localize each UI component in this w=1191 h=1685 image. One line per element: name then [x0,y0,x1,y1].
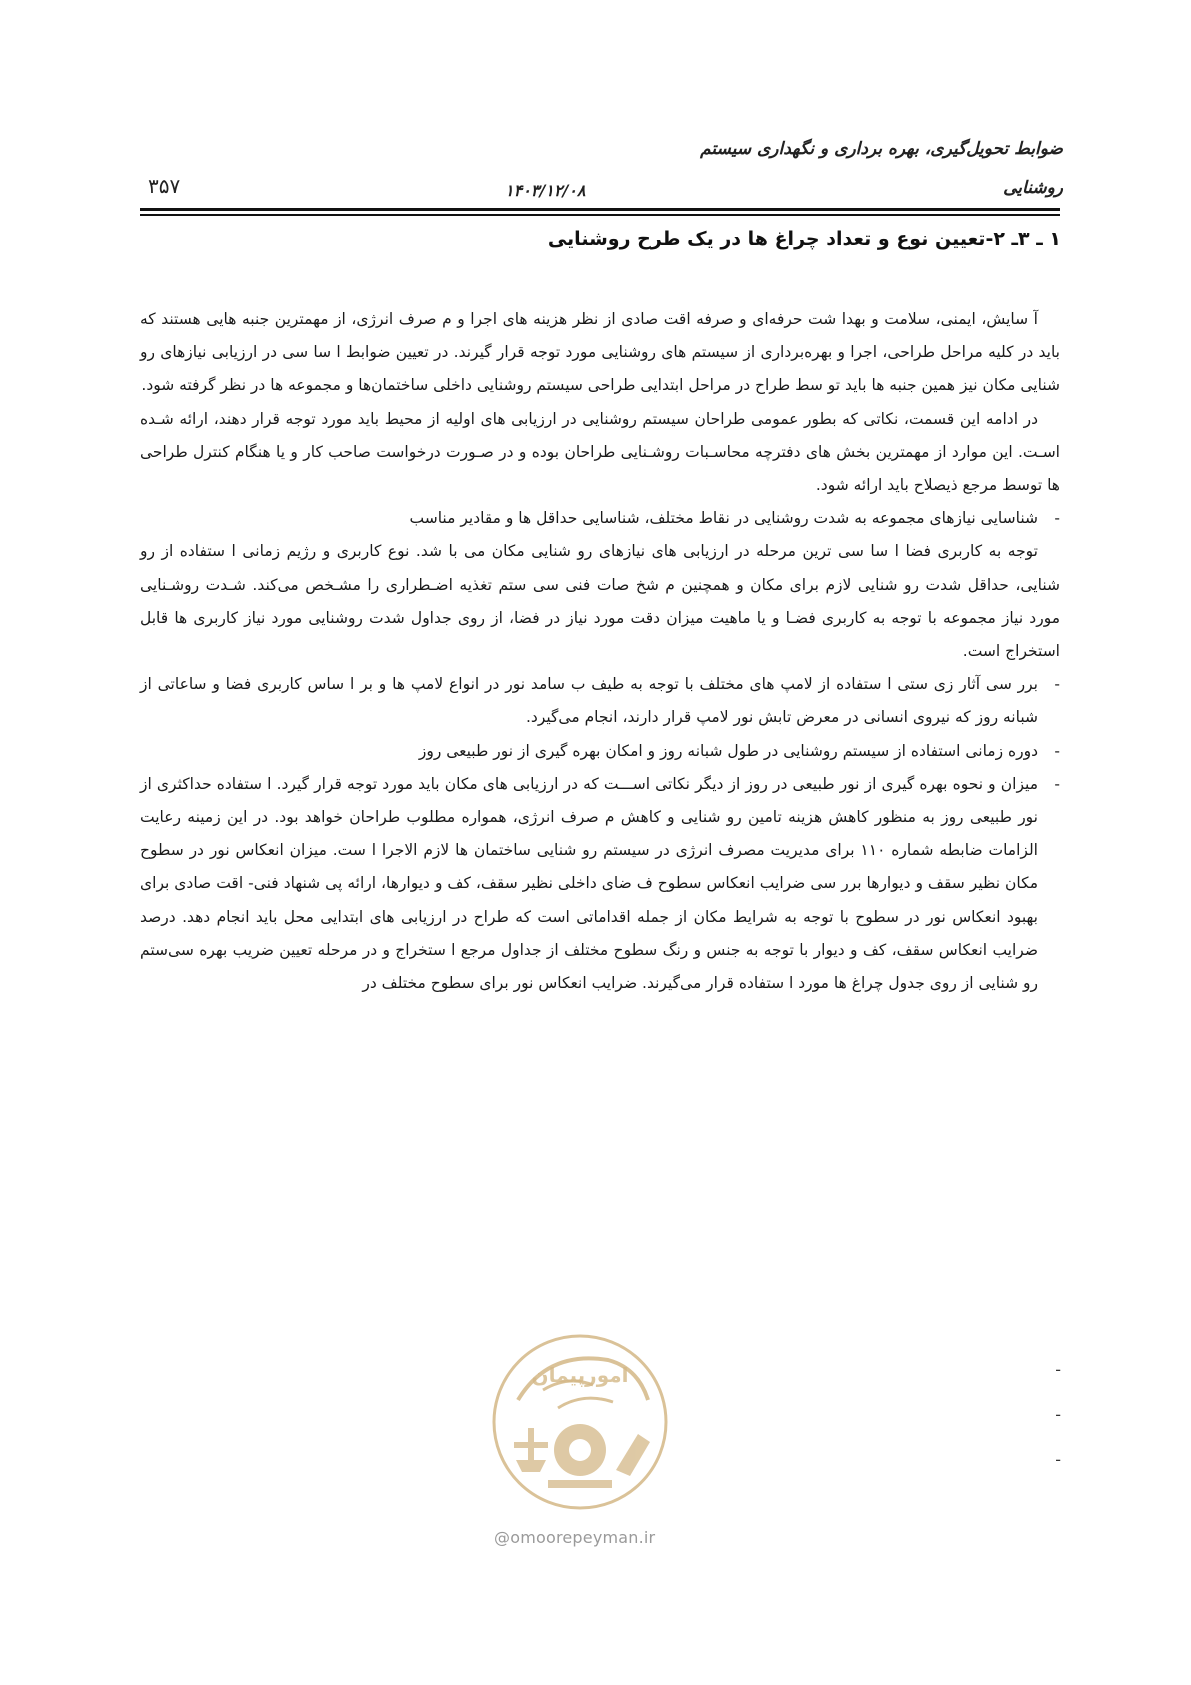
header-title-line1: ضوابط تحویل‌گیری، بهره برداری و نگهداری سیستم [700,139,1063,159]
bullet-text: برر سی آثار زی ستی ا ستفاده از لامپ های مختلف با توجه به طیف ب سامد نور در انواع لامپ ها و بر ا ساس کاربری فضا و ساعاتی از شبانه روز که نیروی انسانی در معرض تابش نور لامپ قرار دارند، انجام می‌گیرد. [140,675,1038,727]
empty-bullet-dash: - [1055,1405,1061,1424]
bullet-dash: - [1054,509,1060,528]
bullet-text: شناسایی نیازهای مجموعه به شدت روشنایی در نقاط مختلف، شناسایی حداقل ها و مقادیر مناسب [409,509,1038,528]
empty-bullet-dash: - [1055,1360,1061,1379]
list-item [140,768,1060,1000]
page-number: ۳۵۷ [148,174,181,198]
list-item [140,502,1060,535]
paragraph-usage-detail: توجه به کاربری فضا ا سا سی ترین مرحله در ارزیابی های نیازهای رو شنایی مکان می با شد. نوع کاربری و رژیم زمانی ا ستفاده از رو شنایی، حداقل شدت رو شنایی لازم برای مکان و همچنین م شخ صات فنی سی ستم تغذیه اضـطراری را مشـخص می‌کند. شـدت روشـنایی مورد نیاز مجموعه با توجه به کاربری فضـا و یا ماهیت میزان دقت مورد نیاز در فضا، از روی جداول شدت روشنایی مورد نیاز کاربری ها قابل استخراج است. [140,542,1060,661]
empty-bullet-dash: - [1055,1450,1061,1469]
list-item [140,668,1060,734]
header-title-line2: روشنایی [1003,178,1063,198]
paragraph-intro: آ سایش، ایمنی، سلامت و بهدا شت حرفه‌ای و صرفه اقت صادی از نظر هزینه های اجرا و م صرف انرژی، از مهمترین جنبه هایی هستند که باید در کلیه مراحل طراحی، اجرا و بهره‌برداری از سیستم های روشنایی مورد توجه قرار گیرند. در تعیین ضوابط ا سا سی در ارزیابی نیازهای رو شنایی مکان نیز همین جنبه ها باید تو سط طراح در مراحل ابتدایی طراحی سیستم روشنایی داخلی ساختمان‌ها و مجموعه ها در نظر گرفته شود. [140,310,1060,395]
bullet-dash: - [1054,774,1060,793]
watermark-url: @omoorepeyman.ir [494,1528,656,1547]
header-rule-thick [140,208,1060,211]
bullet-dash: - [1054,675,1060,694]
paragraph-overview: در ادامه این قسمت، نکاتی که بطور عمومی طراحان سیستم روشنایی در ارزیابی های اولیه از محیط باید مورد توجه قرار دهند، ارائه شـده اسـت. این موارد از مهمترین بخش های دفترچه محاسـبات روشـنایی طراحان بوده و در صـورت درخواست صاحب کار و یا هنگام کنترل طراحی ها توسط مرجع ذیصلاح باید ارائه شود. [140,409,1060,495]
body-text [140,303,1060,1000]
header-date: ۱۴۰۳/۱۲/۰۸ [505,181,586,200]
watermark-logo-icon [488,1330,673,1515]
section-title: ۱ ـ ۳ـ ۲-تعیین نوع و تعداد چراغ ها در یک طرح روشنایی [547,228,1061,250]
list-item [140,735,1060,768]
bullet-dash: - [1054,741,1060,760]
bullet-text: دوره زمانی استفاده از سیستم روشنایی در طول شبانه روز و امکان بهره گیری از نور طبیعی روز [418,741,1038,760]
header-rule-thin [140,214,1060,216]
bullet-text: میزان و نحوه بهره گیری از نور طبیعی در روز از دیگر نکاتی اســـت که در ارزیابی های مکان باید مورد توجه قرار گیرد. ا ستفاده حداکثری از نور طبیعی روز به منظور کاهش هزینه تامین رو شنایی و کاهش م صرف انرژی، همواره مطلوب طراحان خواهد بود. در این زمینه رعایت الزامات ضابطه شماره ۱۱۰ برای مدیریت مصرف انرژی در سیستم رو شنایی ساختمان ها لازم الاجرا ا ست. میزان انعکاس نور در سطوح مکان نظیر سقف و دیوارها برر سی ضرایب انعکاس سطوح ف ضای داخلی نظیر سقف، کف و دیوارها، ارائه پی شنهاد فنی- اقت صادی برای بهبود انعکاس نور در سطوح با توجه به شرایط مکان از جمله اقداماتی است که طراح در ارزیابی های ابتدایی محل باید انجام دهد. درصد ضرایب انعکاس سقف، کف و دیوار با توجه به جنس و رنگ سطوح مختلف از جداول مرجع ا ستخراج و در مرحله تعیین ضریب بهره سی‌ستم رو شنایی از روی جدول چراغ ها مورد ا ستفاده قرار می‌گیرند. ضرایب انعکاس نور برای سطوح مختلف در [140,774,1038,993]
watermark-logo-text: امورپیمان [531,1363,629,1387]
